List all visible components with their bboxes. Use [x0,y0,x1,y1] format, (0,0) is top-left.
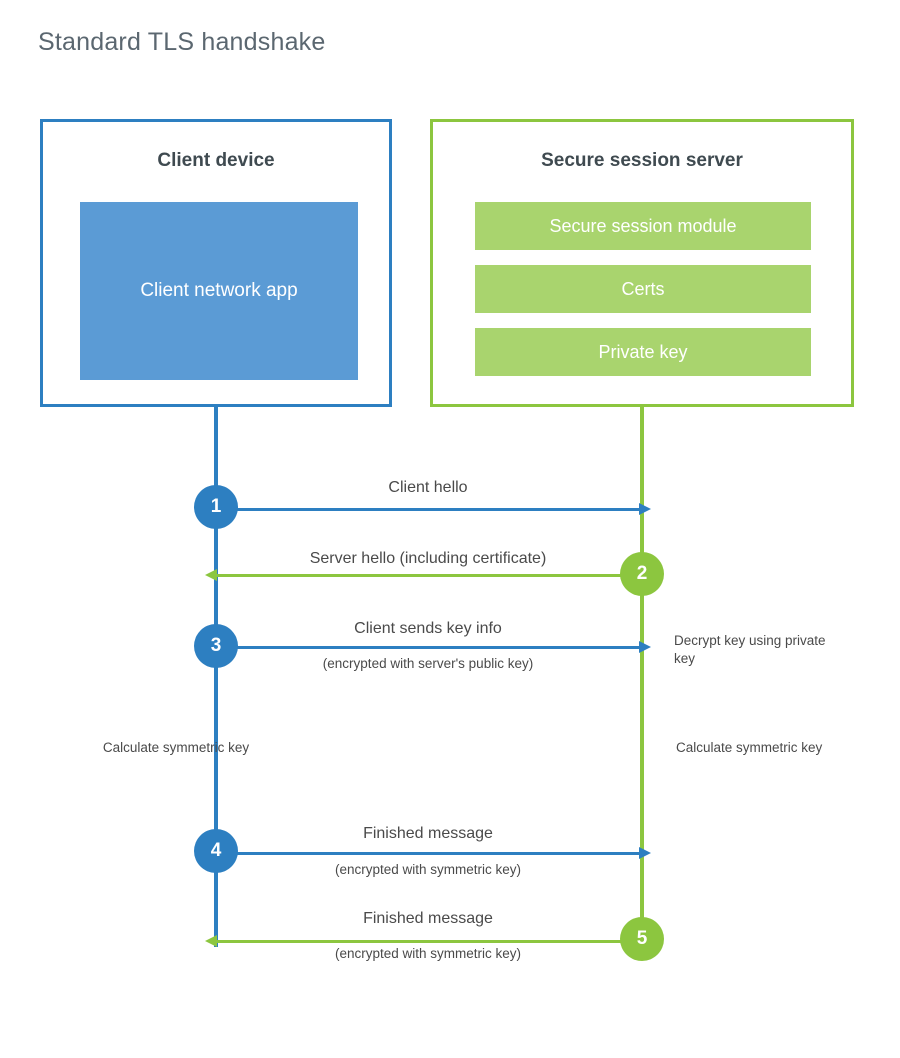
arrowhead-right-icon [639,641,651,653]
secure-session-server-title: Secure session server [541,150,743,171]
step-marker-2: 2 [620,552,664,596]
step-marker-1: 1 [194,485,238,529]
message-sublabel-3: (encrypted with server's public key) [322,656,534,671]
arrow-step-5 [216,940,640,943]
secure-session-server-panel [430,119,854,407]
note-server-calculate-symmetric-key: Calculate symmetric key [676,740,823,755]
arrow-step-1 [216,508,640,511]
note-client-calculate-symmetric-key: Calculate symmetric key [102,740,250,755]
server-lifeline [640,407,644,940]
client-device-panel [40,119,392,407]
server-component-private-key: Private key [475,328,811,376]
message-label-2: Server hello (including certificate) [309,550,547,567]
message-label-1: Client hello [388,479,468,496]
arrow-step-2 [216,574,640,577]
step-marker-3: 3 [194,624,238,668]
message-sublabel-5: (encrypted with symmetric key) [334,946,522,961]
step-marker-5: 5 [620,917,664,961]
arrow-step-3 [216,646,640,649]
page-title: Standard TLS handshake [38,28,326,56]
message-label-4: Finished message [363,825,493,842]
message-sublabel-4: (encrypted with symmetric key) [334,862,522,877]
client-device-title: Client device [157,150,275,171]
step-marker-4: 4 [194,829,238,873]
arrowhead-left-icon [205,569,217,581]
arrowhead-left-icon [205,935,217,947]
server-component-certs: Certs [475,265,811,313]
note-decrypt-key: Decrypt key using private key [674,633,826,667]
arrowhead-right-icon [639,847,651,859]
message-label-3: Client sends key info [354,620,502,637]
arrow-step-4 [216,852,640,855]
arrowhead-right-icon [639,503,651,515]
client-network-app-box: Client network app [80,202,358,380]
message-label-5: Finished message [363,910,493,927]
server-component-secure-session-module: Secure session module [475,202,811,250]
